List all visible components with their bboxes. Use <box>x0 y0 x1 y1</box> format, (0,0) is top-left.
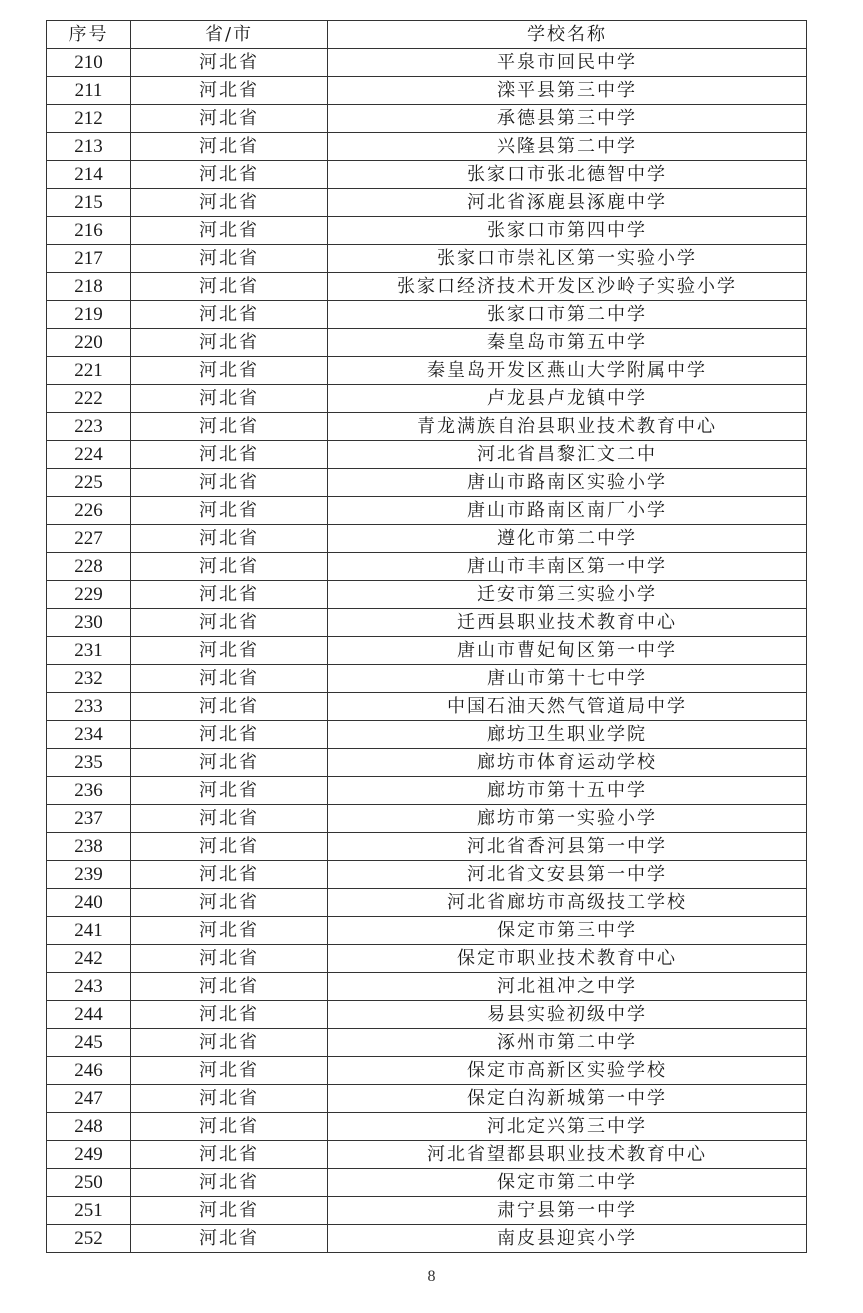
table-row <box>47 917 807 945</box>
row-province-cell: 河北省 <box>131 441 328 469</box>
row-school-name-cell: 河北定兴第三中学 <box>328 1113 807 1141</box>
row-index-cell: 224 <box>47 441 131 469</box>
row-province-cell: 河北省 <box>131 693 328 721</box>
row-index-cell: 230 <box>47 609 131 637</box>
table-row <box>47 329 807 357</box>
row-province-cell: 河北省 <box>131 133 328 161</box>
row-school-name-cell: 河北省廊坊市高级技工学校 <box>328 889 807 917</box>
row-province-cell: 河北省 <box>131 861 328 889</box>
row-index-cell: 227 <box>47 525 131 553</box>
table-row <box>47 637 807 665</box>
table-row <box>47 469 807 497</box>
table-row <box>47 133 807 161</box>
row-index-cell: 236 <box>47 777 131 805</box>
row-province-cell: 河北省 <box>131 721 328 749</box>
row-index-cell: 221 <box>47 357 131 385</box>
table-row <box>47 665 807 693</box>
table-row <box>47 749 807 777</box>
row-province-cell: 河北省 <box>131 469 328 497</box>
table-row <box>47 77 807 105</box>
row-province-cell: 河北省 <box>131 1029 328 1057</box>
row-school-name-cell: 南皮县迎宾小学 <box>328 1225 807 1253</box>
row-index-cell: 249 <box>47 1141 131 1169</box>
table-row <box>47 889 807 917</box>
row-index-cell: 243 <box>47 973 131 1001</box>
row-school-name-cell: 张家口市张北德智中学 <box>328 161 807 189</box>
row-school-name-cell: 唐山市曹妃甸区第一中学 <box>328 637 807 665</box>
table-row <box>47 273 807 301</box>
row-school-name-cell: 河北祖冲之中学 <box>328 973 807 1001</box>
row-school-name-cell: 迁西县职业技术教育中心 <box>328 609 807 637</box>
row-province-cell: 河北省 <box>131 217 328 245</box>
row-index-cell: 244 <box>47 1001 131 1029</box>
row-index-cell: 216 <box>47 217 131 245</box>
table-row <box>47 581 807 609</box>
row-province-cell: 河北省 <box>131 413 328 441</box>
row-province-cell: 河北省 <box>131 77 328 105</box>
header-province: 省/市 <box>131 21 328 49</box>
row-index-cell: 247 <box>47 1085 131 1113</box>
row-province-cell: 河北省 <box>131 637 328 665</box>
row-index-cell: 245 <box>47 1029 131 1057</box>
table-header-row <box>47 21 807 49</box>
table-row <box>47 49 807 77</box>
row-province-cell: 河北省 <box>131 973 328 1001</box>
table-row <box>47 1141 807 1169</box>
row-index-cell: 242 <box>47 945 131 973</box>
row-index-cell: 215 <box>47 189 131 217</box>
row-province-cell: 河北省 <box>131 1001 328 1029</box>
row-province-cell: 河北省 <box>131 105 328 133</box>
row-province-cell: 河北省 <box>131 189 328 217</box>
row-index-cell: 250 <box>47 1169 131 1197</box>
table-row <box>47 441 807 469</box>
row-school-name-cell: 中国石油天然气管道局中学 <box>328 693 807 721</box>
row-school-name-cell: 河北省香河县第一中学 <box>328 833 807 861</box>
row-school-name-cell: 承德县第三中学 <box>328 105 807 133</box>
row-province-cell: 河北省 <box>131 49 328 77</box>
row-index-cell: 239 <box>47 861 131 889</box>
row-index-cell: 212 <box>47 105 131 133</box>
table-row <box>47 1029 807 1057</box>
table-row <box>47 105 807 133</box>
row-school-name-cell: 张家口市第四中学 <box>328 217 807 245</box>
row-school-name-cell: 兴隆县第二中学 <box>328 133 807 161</box>
row-school-name-cell: 唐山市丰南区第一中学 <box>328 553 807 581</box>
row-province-cell: 河北省 <box>131 917 328 945</box>
table-row <box>47 861 807 889</box>
row-province-cell: 河北省 <box>131 1113 328 1141</box>
row-index-cell: 217 <box>47 245 131 273</box>
row-school-name-cell: 秦皇岛市第五中学 <box>328 329 807 357</box>
row-province-cell: 河北省 <box>131 385 328 413</box>
row-province-cell: 河北省 <box>131 161 328 189</box>
row-school-name-cell: 遵化市第二中学 <box>328 525 807 553</box>
row-index-cell: 214 <box>47 161 131 189</box>
row-province-cell: 河北省 <box>131 1057 328 1085</box>
row-index-cell: 234 <box>47 721 131 749</box>
row-province-cell: 河北省 <box>131 749 328 777</box>
table-row <box>47 693 807 721</box>
row-province-cell: 河北省 <box>131 889 328 917</box>
row-index-cell: 241 <box>47 917 131 945</box>
row-school-name-cell: 廊坊市第十五中学 <box>328 777 807 805</box>
table-body <box>47 49 807 1253</box>
row-index-cell: 246 <box>47 1057 131 1085</box>
row-school-name-cell: 河北省昌黎汇文二中 <box>328 441 807 469</box>
table-row <box>47 301 807 329</box>
row-school-name-cell: 保定市第二中学 <box>328 1169 807 1197</box>
page-number: 8 <box>427 1268 436 1285</box>
row-school-name-cell: 唐山市路南区实验小学 <box>328 469 807 497</box>
row-school-name-cell: 廊坊卫生职业学院 <box>328 721 807 749</box>
row-school-name-cell: 廊坊市第一实验小学 <box>328 805 807 833</box>
row-school-name-cell: 青龙满族自治县职业技术教育中心 <box>328 413 807 441</box>
row-province-cell: 河北省 <box>131 1085 328 1113</box>
table-row <box>47 1197 807 1225</box>
row-province-cell: 河北省 <box>131 1141 328 1169</box>
row-index-cell: 223 <box>47 413 131 441</box>
table-row <box>47 609 807 637</box>
table-row <box>47 945 807 973</box>
row-province-cell: 河北省 <box>131 945 328 973</box>
row-province-cell: 河北省 <box>131 497 328 525</box>
row-index-cell: 235 <box>47 749 131 777</box>
table-row <box>47 1057 807 1085</box>
table-row <box>47 721 807 749</box>
row-province-cell: 河北省 <box>131 609 328 637</box>
row-school-name-cell: 秦皇岛开发区燕山大学附属中学 <box>328 357 807 385</box>
row-school-name-cell: 迁安市第三实验小学 <box>328 581 807 609</box>
row-school-name-cell: 廊坊市体育运动学校 <box>328 749 807 777</box>
table-row <box>47 1113 807 1141</box>
table-row <box>47 1225 807 1253</box>
row-province-cell: 河北省 <box>131 581 328 609</box>
row-index-cell: 228 <box>47 553 131 581</box>
row-index-cell: 218 <box>47 273 131 301</box>
row-index-cell: 210 <box>47 49 131 77</box>
row-index-cell: 238 <box>47 833 131 861</box>
row-school-name-cell: 唐山市第十七中学 <box>328 665 807 693</box>
row-index-cell: 213 <box>47 133 131 161</box>
table-row <box>47 525 807 553</box>
table-row <box>47 385 807 413</box>
table-row <box>47 777 807 805</box>
table-row <box>47 805 807 833</box>
row-province-cell: 河北省 <box>131 1197 328 1225</box>
table-row <box>47 1001 807 1029</box>
table-row <box>47 553 807 581</box>
row-school-name-cell: 河北省涿鹿县涿鹿中学 <box>328 189 807 217</box>
row-school-name-cell: 保定市高新区实验学校 <box>328 1057 807 1085</box>
row-index-cell: 229 <box>47 581 131 609</box>
table-row <box>47 973 807 1001</box>
row-province-cell: 河北省 <box>131 1225 328 1253</box>
header-index: 序号 <box>47 21 131 49</box>
row-index-cell: 226 <box>47 497 131 525</box>
row-school-name-cell: 平泉市回民中学 <box>328 49 807 77</box>
row-school-name-cell: 涿州市第二中学 <box>328 1029 807 1057</box>
row-school-name-cell: 保定市职业技术教育中心 <box>328 945 807 973</box>
row-school-name-cell: 唐山市路南区南厂小学 <box>328 497 807 525</box>
table-row <box>47 245 807 273</box>
row-index-cell: 252 <box>47 1225 131 1253</box>
row-school-name-cell: 河北省望都县职业技术教育中心 <box>328 1141 807 1169</box>
row-school-name-cell: 滦平县第三中学 <box>328 77 807 105</box>
row-index-cell: 251 <box>47 1197 131 1225</box>
row-province-cell: 河北省 <box>131 553 328 581</box>
row-province-cell: 河北省 <box>131 245 328 273</box>
row-school-name-cell: 易县实验初级中学 <box>328 1001 807 1029</box>
row-school-name-cell: 张家口经济技术开发区沙岭子实验小学 <box>328 273 807 301</box>
row-index-cell: 225 <box>47 469 131 497</box>
row-index-cell: 232 <box>47 665 131 693</box>
school-list-table <box>46 20 807 1253</box>
row-province-cell: 河北省 <box>131 273 328 301</box>
table-row <box>47 497 807 525</box>
row-index-cell: 233 <box>47 693 131 721</box>
row-school-name-cell: 张家口市崇礼区第一实验小学 <box>328 245 807 273</box>
table-row <box>47 413 807 441</box>
row-province-cell: 河北省 <box>131 525 328 553</box>
row-index-cell: 237 <box>47 805 131 833</box>
row-index-cell: 222 <box>47 385 131 413</box>
row-province-cell: 河北省 <box>131 777 328 805</box>
row-index-cell: 211 <box>47 77 131 105</box>
table-row <box>47 833 807 861</box>
header-school-name: 学校名称 <box>328 21 807 49</box>
table-row <box>47 217 807 245</box>
table-row <box>47 1085 807 1113</box>
row-index-cell: 219 <box>47 301 131 329</box>
row-index-cell: 240 <box>47 889 131 917</box>
row-index-cell: 231 <box>47 637 131 665</box>
row-school-name-cell: 卢龙县卢龙镇中学 <box>328 385 807 413</box>
table-row <box>47 357 807 385</box>
row-province-cell: 河北省 <box>131 665 328 693</box>
row-province-cell: 河北省 <box>131 833 328 861</box>
row-school-name-cell: 保定市第三中学 <box>328 917 807 945</box>
row-school-name-cell: 保定白沟新城第一中学 <box>328 1085 807 1113</box>
school-list-table-container <box>46 20 806 1253</box>
row-index-cell: 220 <box>47 329 131 357</box>
row-school-name-cell: 肃宁县第一中学 <box>328 1197 807 1225</box>
row-province-cell: 河北省 <box>131 805 328 833</box>
row-school-name-cell: 河北省文安县第一中学 <box>328 861 807 889</box>
table-row <box>47 161 807 189</box>
row-province-cell: 河北省 <box>131 1169 328 1197</box>
row-province-cell: 河北省 <box>131 329 328 357</box>
row-index-cell: 248 <box>47 1113 131 1141</box>
row-province-cell: 河北省 <box>131 357 328 385</box>
table-row <box>47 1169 807 1197</box>
table-row <box>47 189 807 217</box>
row-province-cell: 河北省 <box>131 301 328 329</box>
row-school-name-cell: 张家口市第二中学 <box>328 301 807 329</box>
